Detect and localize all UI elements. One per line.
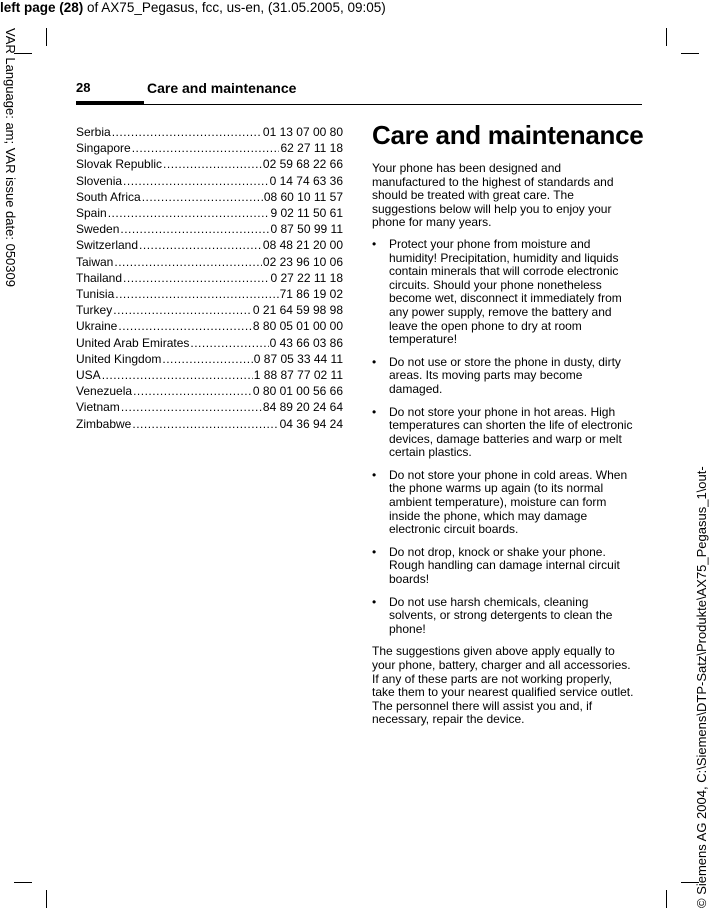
- crop-mark: [46, 28, 47, 46]
- main-column: [372, 118, 644, 727]
- care-tip-text: Do not drop, knock or shake your phone. Rough handling can damage internal circuit boards!: [389, 544, 620, 587]
- country-phone: 0 21 64 59 98 98: [252, 303, 343, 318]
- country-phone: 84 89 20 24 64: [262, 400, 343, 415]
- country-name: United Arab Emirates: [76, 335, 190, 350]
- crop-mark: [666, 890, 667, 908]
- care-tip-text: Protect your phone from moisture and humidity! Precipitation, humidity and liquids contain minerals that will corrode electronic circuits. Should your phone nonetheless become wet, disconnect it immediately from any power supply, remove the battery and leave the open phone to dry at room temperature!: [389, 236, 622, 347]
- country-row: [76, 205, 343, 221]
- country-phone: 08 48 21 20 00: [262, 238, 343, 253]
- care-tip-text: Do not store your phone in cold areas. When the phone warms up again (to its normal ambient temperature), moisture can form inside the phone, which may damage electronic circuit boards.: [389, 467, 628, 537]
- country-phone: 0 87 05 33 44 11: [253, 351, 343, 366]
- country-name: Slovak Republic: [76, 157, 163, 172]
- country-name: Zimbabwe: [76, 416, 132, 431]
- country-row: [76, 156, 343, 172]
- side-text-left: [0, 28, 20, 328]
- country-phone: 0 14 74 63 36: [269, 173, 343, 188]
- dot-leader: [118, 318, 252, 334]
- bullet-glyph: •: [372, 354, 377, 369]
- country-phone: 0 87 50 99 11: [270, 222, 343, 237]
- side-text-right-label: © Siemens AG 2004, C:\Siemens\DTP-Satz\Produkte\AX75_Pegasus_1\out-: [694, 466, 709, 908]
- country-row: [76, 221, 343, 237]
- print-header: [0, 0, 386, 15]
- dot-leader: [102, 367, 253, 383]
- country-name: Turkey: [76, 303, 113, 318]
- care-tip-item: [372, 406, 636, 460]
- country-phone: 01 13 07 00 80: [262, 125, 343, 139]
- country-name: Spain: [76, 206, 107, 221]
- country-row: [76, 254, 343, 270]
- closing-paragraph: The suggestions given above apply equally to your phone, battery, charger and all accessories. If any of these parts are not working properly, take them to your nearest qualified service outlet. The personnel there will assist you and, if necessary, repair the device.: [372, 644, 634, 727]
- country-name: Tunisia: [76, 287, 115, 302]
- country-name: Singapore: [76, 141, 131, 156]
- country-name: Ukraine: [76, 319, 118, 334]
- print-header-rest: of AX75_Pegasus, fcc, us-en, (31.05.2005, 09:05): [83, 0, 386, 15]
- country-row: [76, 367, 343, 383]
- country-row: [76, 302, 343, 318]
- dot-leader: [123, 270, 269, 286]
- care-tip-item: [372, 469, 636, 537]
- country-phone: 71 86 19 02: [279, 287, 343, 302]
- care-tip-item: [372, 356, 636, 397]
- country-row: [76, 270, 343, 286]
- country-name: Switzerland: [76, 238, 139, 253]
- crop-mark: [666, 28, 667, 46]
- care-tip-text: Do not use harsh chemicals, cleaning solvents, or strong detergents to clean the phone!: [389, 594, 613, 636]
- country-phone: 62 27 11 18: [280, 141, 343, 156]
- country-phone: 0 27 22 11 18: [270, 270, 343, 285]
- dot-leader: [142, 189, 263, 205]
- country-row: [76, 237, 343, 253]
- article-heading: Care and maintenance: [372, 120, 644, 150]
- care-tip-item: [372, 596, 636, 637]
- country-phone: 1 88 87 77 02 11: [253, 368, 343, 383]
- country-row: [76, 335, 343, 351]
- dot-leader: [114, 254, 262, 270]
- intro-paragraph: Your phone has been designed and manufactured to the highest of standards and should be treated with great care. The suggestions below will help you to enjoy your phone for many years.: [372, 161, 614, 230]
- country-name: Taiwan: [76, 254, 114, 269]
- country-name: USA: [76, 368, 101, 383]
- country-name: South Africa: [76, 189, 141, 204]
- country-row: [76, 124, 343, 140]
- bullet-glyph: •: [372, 404, 377, 419]
- dot-leader: [139, 237, 262, 253]
- country-row: [76, 383, 343, 399]
- country-name: United Kingdom: [76, 351, 162, 366]
- country-phone: 02 59 68 22 66: [262, 157, 343, 172]
- country-row: [76, 351, 343, 367]
- crop-mark: [681, 53, 699, 54]
- header-rule: [144, 104, 642, 105]
- dot-leader: [163, 156, 262, 172]
- country-row: [76, 318, 343, 334]
- country-phone: 8 80 05 01 00 00: [252, 319, 343, 334]
- dot-leader: [108, 205, 270, 221]
- country-row: [76, 140, 343, 156]
- dot-leader: [162, 351, 252, 367]
- bullet-glyph: •: [372, 594, 377, 609]
- print-header-bold: left page (28): [0, 0, 84, 15]
- dot-leader: [112, 124, 262, 140]
- country-name: Slovenia: [76, 173, 123, 188]
- country-row: [76, 286, 343, 302]
- side-text-left-label: VAR Language: am; VAR issue date: 050309: [3, 28, 18, 287]
- dot-leader: [123, 173, 269, 189]
- dot-leader: [132, 416, 278, 432]
- page-section-title: Care and maintenance: [147, 80, 297, 96]
- dot-leader: [120, 221, 269, 237]
- country-name: Thailand: [76, 270, 123, 285]
- country-name: Sweden: [76, 222, 120, 237]
- care-tip-text: Do not store your phone in hot areas. High temperatures can shorten the life of electronic devices, damage batteries and warp or melt certain plastics.: [389, 404, 633, 460]
- country-row: [76, 189, 343, 205]
- country-row: [76, 173, 343, 189]
- bullet-glyph: •: [372, 544, 377, 559]
- country-row: [76, 416, 343, 432]
- country-phone: 0 43 66 03 86: [269, 335, 343, 350]
- dot-leader: [190, 335, 268, 351]
- country-phone: 9 02 11 50 61: [270, 206, 343, 221]
- bullet-glyph: •: [372, 467, 377, 482]
- country-name: Venezuela: [76, 384, 133, 399]
- country-phone-list: [76, 124, 343, 432]
- care-tip-item: [372, 238, 636, 347]
- bullet-glyph: •: [372, 236, 377, 251]
- country-phone: 08 60 10 11 57: [263, 189, 343, 204]
- country-name: Serbia: [76, 125, 111, 139]
- country-name: Vietnam: [76, 400, 120, 415]
- crop-mark: [14, 882, 32, 883]
- care-tip-text: Do not use or store the phone in dusty, dirty areas. Its moving parts may become damaged.: [389, 354, 621, 396]
- care-tips-list: [372, 238, 636, 636]
- country-phone: 02 23 96 10 06: [262, 254, 343, 269]
- dot-leader: [132, 140, 280, 156]
- country-phone: 0 80 01 00 56 66: [252, 384, 343, 399]
- page-number: 28: [76, 80, 91, 95]
- crop-mark: [46, 890, 47, 908]
- dot-leader: [115, 286, 278, 302]
- country-row: [76, 399, 343, 415]
- dot-leader: [121, 399, 262, 415]
- side-text-right: [690, 400, 715, 914]
- dot-leader: [133, 383, 252, 399]
- country-phone: 04 36 94 24: [279, 416, 343, 431]
- header-bar: [76, 101, 144, 105]
- care-tip-item: [372, 546, 636, 587]
- dot-leader: [113, 302, 252, 318]
